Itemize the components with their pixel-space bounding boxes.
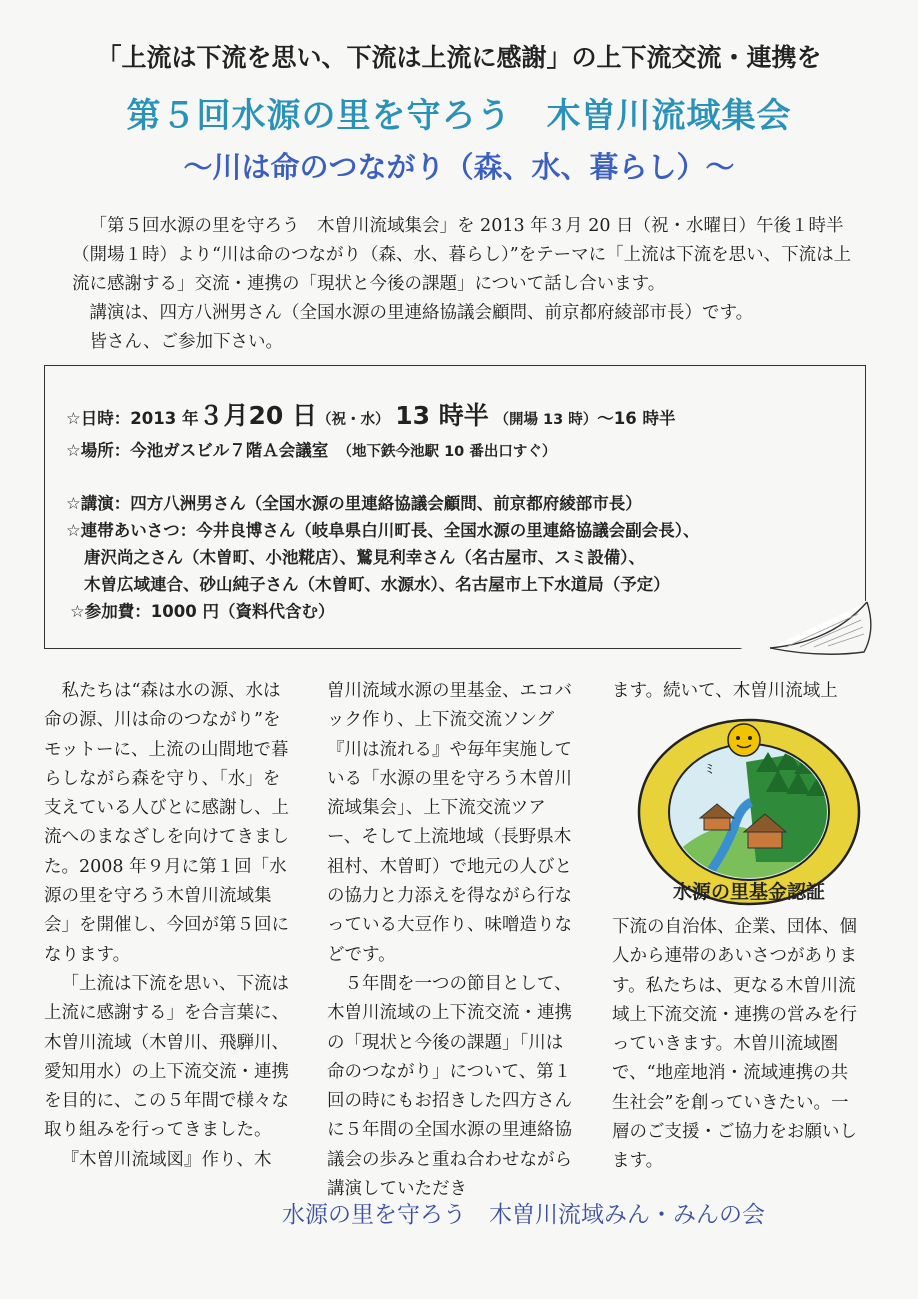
tagline: 「上流は下流を思い、下流は上流に感謝」の上下流交流・連携を bbox=[96, 43, 822, 72]
body-paragraph: 「上流は下流を思い、下流は上流に感謝する」を合言葉に、木曽川流域（木曽川、飛騨川、愛知用水）の上下流交流・連携を目的に、この５年間で様々な取り組みを行ってきました。 bbox=[44, 973, 289, 1141]
body-paragraph: 曽川流域水源の里基金、エコバック作り、上下流交流ソング『川は流れる』や毎年実施している「水源の里を守ろう木曽川流域集会」、上下流交流ツアー、そして上流地域（長野県木祖村、木曽町）で地元の人びとの協力と力添えを得ながら行なっている大豆作り、味噌造りなどです。 bbox=[327, 681, 572, 965]
info-date bbox=[66, 396, 675, 432]
body-paragraph: 『木曽川流域図』作り、木 bbox=[61, 1149, 272, 1170]
info-greeting: ☆連帯あいさつ：今井良博さん（岐阜県白川町長、全国水源の里連絡協議会副会長）、 bbox=[66, 521, 700, 540]
intro-paragraph: 講演は、四方八洲男さん（全国水源の里連絡協議会顧問、前京都府綾部市長）です。 bbox=[89, 303, 754, 323]
fund-certification-logo bbox=[636, 712, 862, 908]
date-day-of-week: （祝・水） bbox=[316, 412, 390, 428]
date-open-time: （開場 13 時） bbox=[494, 412, 598, 428]
intro-paragraph: 「第５回水源の里を守ろう 木曽川流域集会」を 2013 年３月 20 日（祝・水曜日）午後１時半（開場１時）より“川は命のつながり（森、水、暮らし）”をテーマに「上流は下流を思い、下流は上流に感謝する」交流・連携の「現状と今後の課題」について話し合います。 bbox=[72, 216, 852, 294]
info-lecture: ☆講演：四方八洲男さん（全国水源の里連絡協議会顧問、前京都府綾部市長） bbox=[66, 494, 642, 513]
svg-text:ﾐ: ﾐ bbox=[706, 762, 713, 778]
event-subtitle: ～川は命のつながり（森、水、暮らし）～ bbox=[183, 150, 735, 184]
place-note: （地下鉄今池駅 10 番出口すぐ） bbox=[344, 444, 557, 460]
info-greeting: 唐沢尚之さん（木曽町、小池糀店）、鷲見利幸さん（名古屋市、スミ設備）、 bbox=[84, 548, 645, 567]
date-day: 20 日 bbox=[248, 401, 317, 430]
date-end-time: ～16 時半 bbox=[597, 409, 676, 428]
body-column-3-top: ます。続いて、木曽川流域上 bbox=[612, 681, 838, 701]
info-greeting: 木曽広域連合、砂山純子さん（木曽町、水源水）、名古屋市上下水道局（予定） bbox=[84, 575, 670, 594]
date-month: ３月 bbox=[198, 401, 249, 430]
body-column-2 bbox=[327, 677, 577, 1204]
date-year: 2013 年 bbox=[130, 409, 199, 428]
body-column-3-bottom: 下流の自治体、企業、団体、個人から連帯のあいさつがあります。私たちは、更なる木曽川流域上下流交流・連携の営みを行っていきます。木曽川流域圏で、“地産地消・流域連携の共生社会”を創っていきたい。一層のご支援・ご協力をお願いします。 bbox=[612, 917, 857, 1172]
body-paragraph: ５年間を一つの節目として、木曽川流域の上下流交流・連携の「現状と今後の課題」「川は命のつながり」について、第１回の時にもお招きした四方さんに５年間の全国水源の里連絡協議会の歩みと重ね合わせながら講演していただき bbox=[327, 973, 572, 1200]
place-text: ☆場所：今池ガスビル７階Ａ会議室 bbox=[66, 441, 345, 460]
date-label: ☆日時： bbox=[66, 409, 131, 428]
page-curl-icon bbox=[740, 600, 880, 662]
body-column-1 bbox=[44, 677, 294, 1175]
intro-text bbox=[72, 212, 862, 357]
intro-paragraph: 皆さん、ご参加下さい。 bbox=[89, 332, 284, 352]
logo-text: 水源の里基金認証 bbox=[672, 881, 826, 903]
info-place bbox=[66, 437, 556, 461]
info-fee: ☆参加費：1000 円（資料代含む） bbox=[70, 602, 335, 621]
date-time: 13 時半 bbox=[395, 401, 489, 430]
organizer-name: 水源の里を守ろう 木曽川流域みん・みんの会 bbox=[282, 1202, 765, 1228]
body-paragraph: 私たちは“森は水の源、水は命の源、川は命のつながり”をモットーに、上流の山間地で暮らしながら森を守り、「水」を支えている人びとに感謝し、上流へのまなざしを向けてきました。2008 年９月に第１回「水源の里を守ろう木曽川流域集会」を開催し、今回が第５回になります。 bbox=[44, 681, 289, 965]
event-title: 第５回水源の里を守ろう 木曽川流域集会 bbox=[126, 96, 792, 136]
